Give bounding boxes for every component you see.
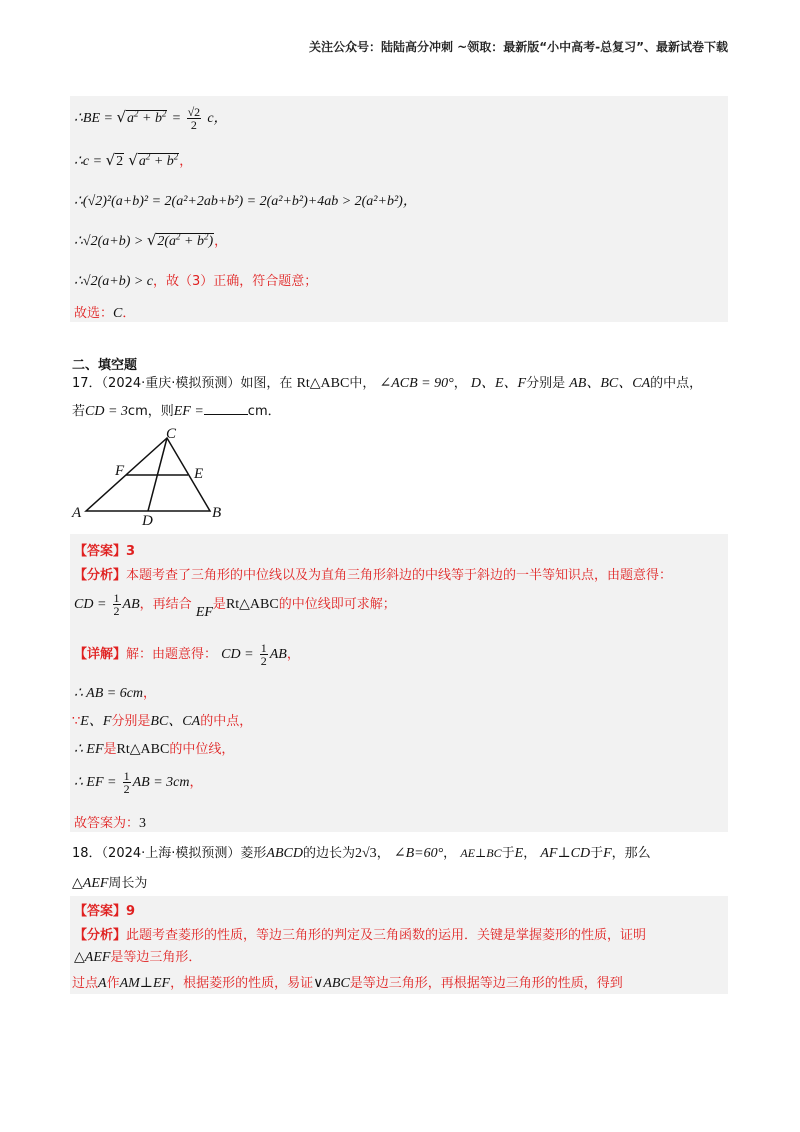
frac-num: 1 (113, 591, 120, 605)
frac-num: √2 (187, 105, 201, 119)
q18-text-f: ， (523, 846, 537, 861)
detail-label: 【详解】 (74, 647, 127, 662)
detail-cd: CD = (221, 647, 254, 662)
an3-d: 是等边三角形，再根据等边三角形的性质，得到 (349, 976, 623, 991)
sqrt-icon: √ (146, 231, 157, 249)
label-c: C (166, 426, 177, 442)
analysis-label: 【分析】 (74, 568, 127, 583)
q18-number: 18． (72, 846, 102, 861)
q18-abcd: ABCD (266, 846, 303, 861)
q18-solution-box (70, 896, 728, 994)
q18-text-a: 菱形 (240, 846, 267, 861)
q17-text-a: 如图，在 (240, 376, 293, 391)
r1-lhs: ∴√2(a+b) > (74, 234, 147, 249)
q18-source: （2024·上海·模拟预测） (101, 846, 241, 861)
q18-text-g: 于 (590, 846, 604, 861)
s2-sides: BC、CA (150, 714, 201, 729)
q17-answer: 【答案】3 (74, 544, 136, 559)
an3-a: 过点 (72, 976, 99, 991)
previous-solution-box (70, 96, 728, 322)
analysis-label: 【分析】 (74, 928, 127, 943)
frac-den: 2 (260, 654, 267, 668)
q17-ef: EF = (173, 404, 204, 419)
final-value: 3 (139, 816, 147, 831)
half-fraction (123, 770, 131, 795)
s4-end: ， (189, 775, 203, 790)
s2-points: E、F (80, 714, 112, 729)
q18-text-h: ，那么 (611, 846, 651, 861)
q18-line2: 周长为 (108, 876, 148, 891)
q17-solution-box (70, 534, 728, 832)
s1-end: ， (143, 686, 157, 701)
q17-stem (72, 372, 702, 392)
q17-cd: CD = 3 (85, 404, 128, 419)
q18-f: F (603, 846, 612, 861)
s3-ef: ∴ EF (74, 742, 104, 757)
q17-final (74, 812, 146, 832)
an2-triangle: △AEF (74, 950, 111, 965)
sqrt-two: 2 (116, 154, 124, 169)
q18-text-b: 的边长为 (302, 846, 355, 861)
q17-source: （2024·重庆·模拟预测） (101, 376, 241, 391)
q18-angle: ∠B=60° (393, 846, 444, 861)
s1-math: ∴ AB = 6cm (74, 686, 144, 701)
q18-text-e: 于 (501, 846, 515, 861)
half-fraction (260, 642, 268, 667)
q17-analysis (74, 564, 672, 583)
frac-num: 1 (123, 769, 130, 783)
an2-ef: EF (195, 605, 213, 620)
q17-triangle-figure (66, 424, 236, 528)
s4-result: AB = 3cm (132, 775, 190, 790)
an2-is: 是 (212, 597, 226, 612)
c-lhs: ∴c = (74, 154, 106, 169)
q17-text-b: 中， (349, 376, 376, 391)
q17-rt: Rt△ABC (296, 376, 350, 391)
q17-detail (74, 642, 300, 667)
q17-step-3 (74, 738, 234, 758)
c-line (74, 150, 192, 170)
q18-perp2: AF⊥CD (540, 846, 591, 861)
detail-text: 解：由题意得： (126, 647, 218, 662)
an2-end: 的中位线即可求解； (278, 597, 396, 612)
s3-is: 是 (103, 742, 117, 757)
final-label: 故答案为： (74, 816, 140, 831)
an2-cd: CD = (74, 597, 107, 612)
be-fraction (187, 106, 202, 131)
an2-ab: AB (122, 597, 140, 612)
q17-unit1: cm，则 (127, 404, 174, 419)
q17-step-2 (72, 710, 252, 730)
choice-line (74, 302, 135, 322)
choice-value: C (113, 306, 123, 321)
c-radicand: $a^2 + b^2$ (138, 151, 179, 169)
q18-side: 2√3 (355, 846, 377, 861)
frac-den: 2 (190, 118, 197, 132)
r2-math: ∴√2(a+b) > c (74, 274, 154, 289)
q18-stem-2 (72, 872, 147, 892)
an3-perp: AM⊥EF (119, 976, 171, 991)
analysis-text: 本题考查了三角形的中位线以及为直角三角形斜边的中线等于斜边的一半等知识点，由题意得： (126, 568, 673, 583)
label-f: F (115, 463, 125, 479)
an2-rt: Rt△ABC (225, 597, 279, 612)
an3-c: ，根据菱形的性质，易证 (170, 976, 314, 991)
choice-end: ． (122, 306, 136, 321)
sqrt-icon: √ (105, 151, 116, 169)
be-c: c， (207, 111, 228, 126)
an3-point: A (98, 976, 107, 991)
label-a: A (72, 505, 82, 521)
q18-text-c: ， (376, 846, 390, 861)
q17-analysis-2 (74, 591, 396, 620)
q17-step-4 (74, 770, 203, 795)
s3-rt: Rt△ABC (116, 742, 170, 757)
analysis-text: 此题考查菱形的性质，等边三角形的判定及三角函数的运用．关键是掌握菱形的性质，证明 (126, 928, 647, 943)
label-e: E (194, 466, 204, 482)
q17-sides: AB、BC、CA (569, 376, 651, 391)
label-d: D (142, 513, 153, 528)
label-b: B (212, 505, 222, 521)
half-fraction (113, 592, 121, 617)
q17-number: 17． (72, 376, 102, 391)
r2-text: ，故（3）正确，符合题意； (153, 274, 318, 289)
s2-text-b: 分别是 (111, 714, 151, 729)
an3-b: 作 (106, 976, 120, 991)
c-end: ， (179, 154, 193, 169)
an2-text: 是等边三角形． (110, 950, 202, 965)
be-radicand: $a^2 + b^2$ (127, 108, 167, 126)
q17-text-c: ， (453, 376, 467, 391)
sqrt-icon: √ (116, 108, 127, 126)
choice-label: 故选： (74, 306, 114, 321)
s2-because: ∵ (72, 714, 81, 729)
q17-line2-a: 若 (72, 404, 86, 419)
q18-answer: 【答案】9 (74, 904, 136, 919)
q17-unit2: cm． (247, 404, 281, 419)
q18-e: E (514, 846, 524, 861)
be-lhs: ∴BE = (74, 111, 117, 126)
q18-analysis (74, 924, 646, 943)
r1-line (74, 230, 227, 250)
frac-den: 2 (123, 782, 130, 796)
q18-analysis-2 (74, 946, 201, 966)
page-header: 关注公众号：陆陆高分冲刺 ~领取：最新版“小中高考-总复习”、最新试卷下载 (309, 40, 728, 54)
section-title: 二、填空题 (72, 358, 138, 373)
sqrt-icon: √ (128, 151, 138, 169)
be-eq: = (171, 111, 185, 126)
q17-angle: ∠ACB = 90° (379, 376, 454, 391)
q18-stem (72, 842, 651, 862)
frac-num: 1 (260, 641, 267, 655)
q17-text-d: 分别是 (526, 376, 566, 391)
be-line (74, 106, 228, 131)
detail-end: ， (286, 647, 300, 662)
q18-text-d: ， (443, 846, 457, 861)
q18-analysis-3 (72, 972, 623, 992)
detail-ab: AB (269, 647, 287, 662)
r1-end: ， (214, 234, 228, 249)
q17-text-e: 的中点， (650, 376, 703, 391)
s3-end: 的中位线， (169, 742, 235, 757)
frac-den: 2 (113, 604, 120, 618)
s2-text-c: 的中点， (200, 714, 253, 729)
an3-triangle: ∨ABC (313, 976, 350, 991)
r1-radicand: $2(a^2 + b^2)$ (157, 231, 214, 249)
q18-perp1: AE⊥BC (460, 846, 502, 860)
q17-stem-2 (72, 400, 281, 420)
s4-ef: ∴ EF = (74, 775, 117, 790)
an2-text: ，再结合 (139, 597, 192, 612)
ineq-line: ∴(√2)²(a+b)² = 2(a²+2ab+b²) = 2(a²+b²)+4ab > 2(a²+b²)， (74, 194, 417, 209)
q17-points: D、E、F (470, 376, 527, 391)
r2-line (74, 270, 317, 290)
q18-triangle: △AEF (72, 876, 109, 891)
q17-answer-blank[interactable] (204, 402, 248, 415)
q17-step-1 (74, 682, 156, 702)
